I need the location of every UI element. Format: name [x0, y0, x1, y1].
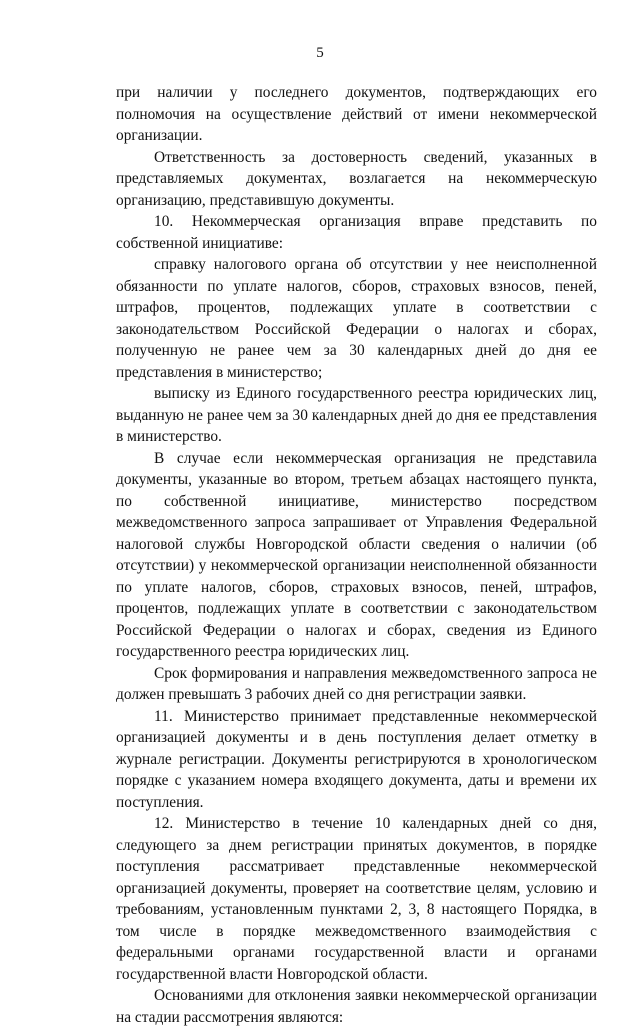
paragraph-interagency-request: В случае если некоммерческая организация не представила документы, указанные во втором, третьем абзацах настоящего пункта, по собственной инициативе, министерство посредством межведомственного запроса запрашивает от Управления Федеральной налоговой службы Новгородской области сведения о наличии (об отсутствии) у некоммерческой организации неисполненной обязанности по уплате налогов, сборов, страховых взносов, пеней, штрафов, процентов, подлежащих уплате в соответствии с законодательством Российской Федерации о налогах и сборах, сведения из Единого государственного реестра юридических лиц. — [116, 449, 597, 660]
page-number: 5 — [316, 45, 324, 61]
paragraph-authority-documents: при наличии у последнего документов, подтверждающих его полномочия на осуществление действий от имени некоммерческой организации. — [116, 84, 597, 144]
paragraph-item-12: 12. Министерство в течение 10 календарных дней со дня, следующего за днем регистрации принятых документов, в порядке поступления рассматривает представленные некоммерческой организацией документы, проверяет на соответствие целям, условию и требованиям, установленным пунктами 2, 3, 8 настоящего Порядка, в том числе в порядке межведомственного взаимодействия с федеральными органами государственной власти и органами государственной власти Новгородской области. — [116, 815, 597, 983]
paragraph-request-deadline: Срок формирования и направления межведомственного запроса не должен превышать 3 рабочих дней со дня регистрации заявки. — [116, 664, 597, 703]
paragraph-rejection-grounds: Основаниями для отклонения заявки некоммерческой организации на стадии рассмотрения являются: — [116, 987, 597, 1026]
paragraph-registry-extract: выписку из Единого государственного реестра юридических лиц, выданную не ранее чем за 30 календарных дней до дня ее представления в министерство. — [116, 385, 597, 445]
paragraph-item-11: 11. Министерство принимает представленные некоммерческой организацией документы и в день поступления делает отметку в журнале регистрации. Документы регистрируются в хронологическом порядке с указанием номера входящего документа, даты и времени их поступления. — [116, 707, 597, 811]
paragraph-responsibility: Ответственность за достоверность сведений, указанных в представляемых документах, возлагается на некоммерческую организацию, представившую документы. — [116, 148, 597, 209]
document-body — [116, 82, 597, 1028]
paragraph-item-10: 10. Некоммерческая организация вправе представить по собственной инициативе: — [116, 213, 597, 252]
paragraph-tax-certificate: справку налогового органа об отсутствии у нее неисполненной обязанности по уплате налогов, сборов, страховых взносов, пеней, штрафов, процентов, подлежащих уплате в соответствии с законодательством Российской Федерации о налогах и сборах, полученную не ранее чем за 30 календарных дней до дня ее представления в министерство; — [116, 256, 597, 381]
